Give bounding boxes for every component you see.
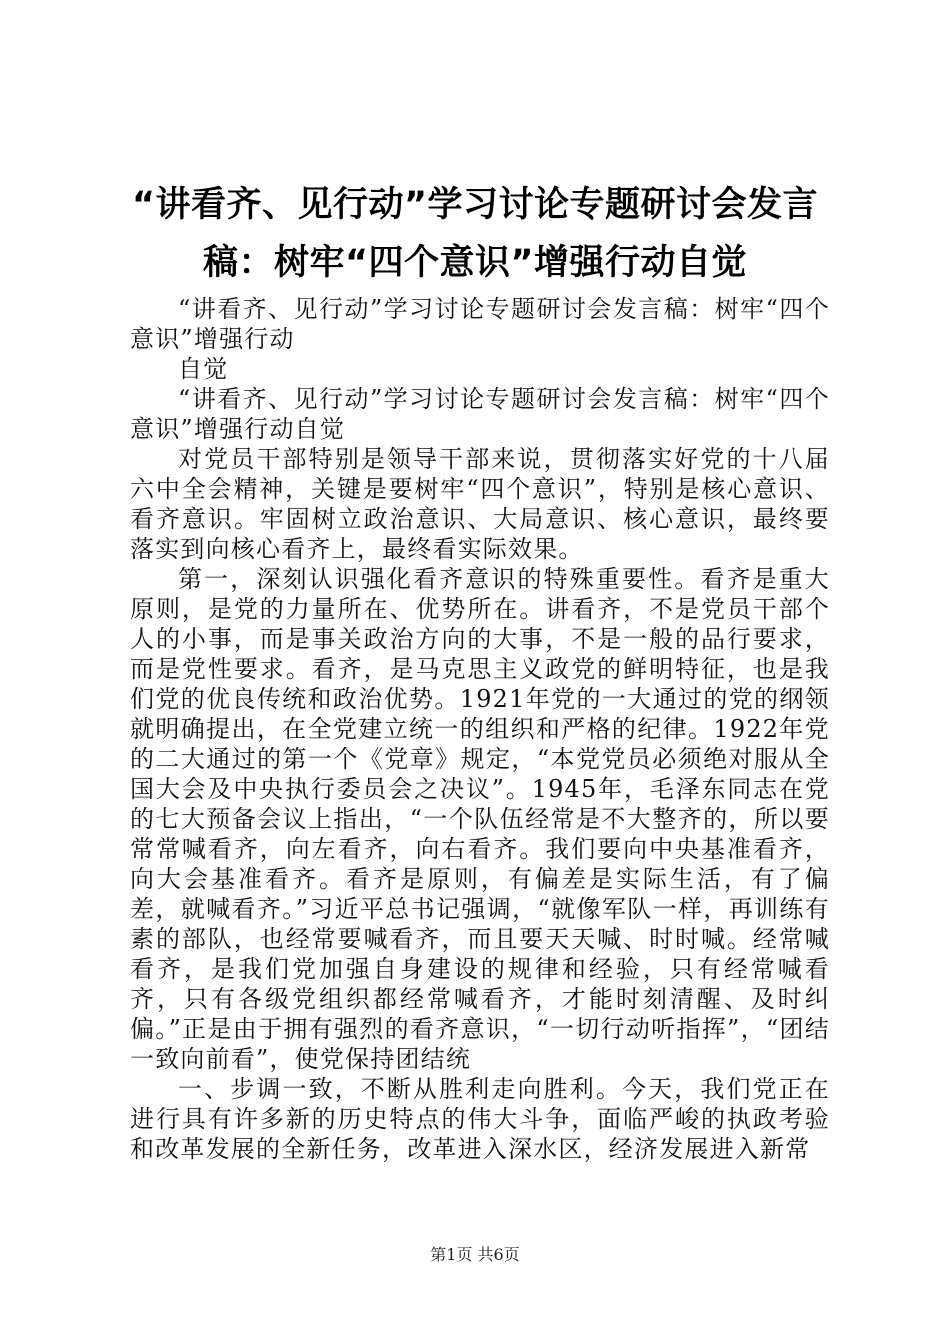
paragraph-first-point: 第一，深刻认识强化看齐意识的特殊重要性。看齐是重大原则，是党的力量所在、优势所在。讲看齐，不是党员干部个人的小事，而是事关政治方向的大事，不是一般的品行要求，而是党性要求。看齐，是马克思主义政党的鲜明特征，也是我们党的优良传统和政治优势。1921年党的一大通过的党的纲领就明确提出，在全党建立统一的组织和严格的纪律。1922年党的二大通过的第一个《党章》规定，“本党党员必须绝对服从全国大会及中央执行委员会之决议”。1945年，毛泽东同志在党的七大预备会议上指出，“一个队伍经常是不大整齐的，所以要常常喊看齐，向左看齐，向右看齐。我们要向中央基准看齐，向大会基准看齐。看齐是原则，有偏差是实际生活，有了偏差，就喊看齐。”习近平总书记强调，“就像军队一样，再训练有素的部队，也经常要喊看齐，而且要天天喊、时时喊。经常喊看齐，是我们党加强自身建设的规律和经验，只有经常喊看齐，只有各级党组织都经常喊看齐，才能时刻清醒、及时纠偏。”正是由于拥有强烈的看齐意识，“一切行动听指挥”，“团结一致向前看”，使党保持团结统 bbox=[130, 565, 830, 1073]
document-title bbox=[90, 176, 860, 292]
paragraph-step-unity: 一、步调一致，不断从胜利走向胜利。今天，我们党正在进行具有许多新的历史特点的伟大斗争，面临严峻的执政考验和改革发展的全新任务，改革进入深水区，经济发展进入新常 bbox=[130, 1075, 830, 1163]
page-indicator: 第1页 共6页 bbox=[430, 1245, 520, 1264]
paragraph-intro: 对党员干部特别是领导干部来说，贯彻落实好党的十八届六中全会精神，关键是要树牢“四个意识”，特别是核心意识、看齐意识。牢固树立政治意识、大局意识、核心意识，最终要落实到向核心看齐上，最终看实际效果。 bbox=[130, 445, 830, 563]
document-body bbox=[130, 294, 830, 1164]
paragraph-heading-full: “讲看齐、见行动”学习讨论专题研讨会发言稿：树牢“四个意识”增强行动自觉 bbox=[130, 385, 830, 443]
paragraph-heading-tail: 自觉 bbox=[178, 355, 229, 383]
title-line-1: “讲看齐、见行动”学习讨论专题研讨会发言 bbox=[131, 185, 818, 225]
paragraph-heading-repeat: “讲看齐、见行动”学习讨论专题研讨会发言稿：树牢“四个意识”增强行动 bbox=[130, 295, 830, 353]
title-line-2: 稿：树牢“四个意识”增强行动自觉 bbox=[202, 243, 747, 283]
